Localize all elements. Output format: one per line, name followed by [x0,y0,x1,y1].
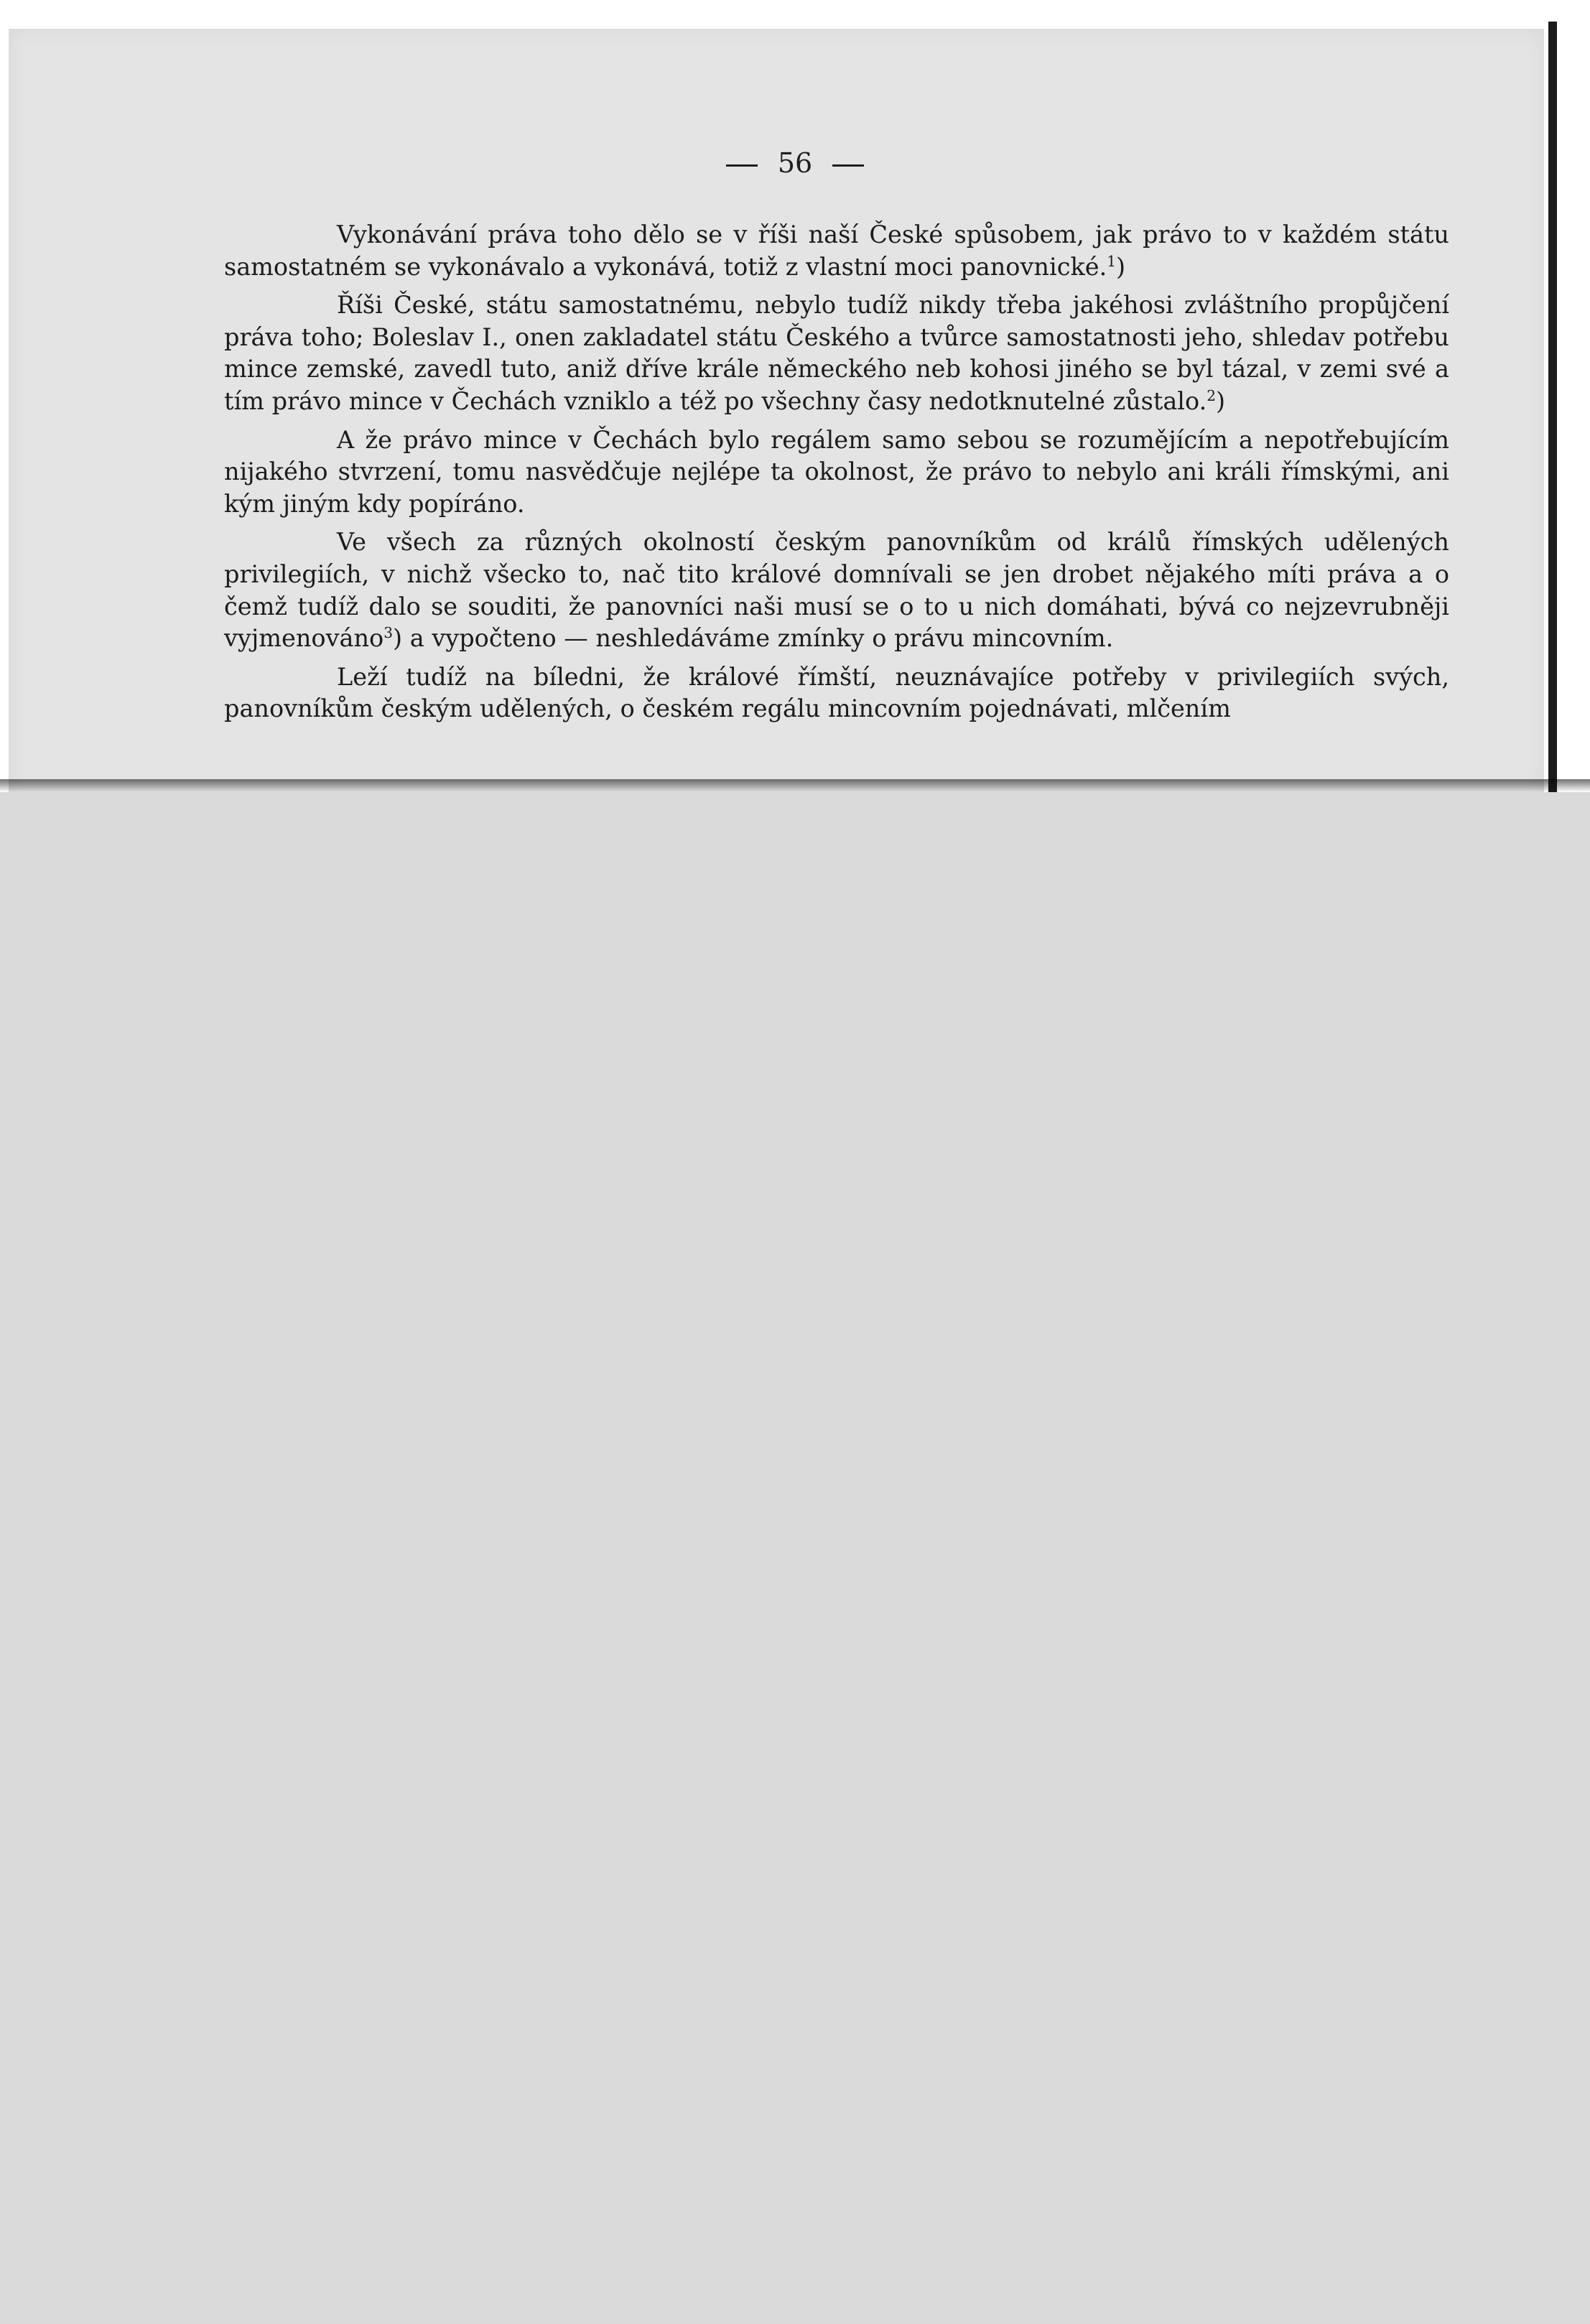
paragraph [224,526,1449,654]
footnote-ref: 2 [1207,386,1217,404]
paragraph-text-tail: ) [1216,386,1226,415]
paragraph-text: A že právo mince v Čechách bylo regálem samo sebou se rozumějícím a nepotřebujícím nijakého stvrzení, tomu nasvědčuje nejlépe ta okolnost, že právo to nebylo ani králi římskými, ani kým jiným kdy popíráno. [224,425,1449,518]
body-text [224,219,1449,725]
paragraph-text: Leží tudíž na bíledni, že králové římští, neuznávajíce potřeby v privilegiích svých, panovníkům českým udělených, o českém regálu mincovním pojednávati, mlčením [224,662,1449,723]
page-number-value: 56 [777,147,813,179]
paragraph [224,289,1449,417]
paragraph-text: Vykonávání práva toho dělo se v říši naší České spůsobem, jak právo to v každém státu samostatném se vykonávalo a vykonává, totiž z vlastní moci panovnické. [224,220,1449,281]
paragraph [224,424,1449,521]
dash-left [726,164,758,167]
paragraph-text: Ve všech za různých okolností českým panovníkům od králů římských udělených privilegiích, v nichž všecko to, nač tito králové domnívali se jen drobet nějakého míti práva a o čemž tudíž dalo se souditi, že panovníci naši musí se o to u nich domáhati, bývá co nejzevrubněji vyjmenováno [224,528,1449,653]
paragraph [224,219,1449,283]
paragraph-text-tail: ) a vypočteno — neshledáváme zmínky o právu mincovním. [393,624,1114,653]
unloaded-area [0,792,1590,2324]
footnote-ref: 1 [1107,252,1117,270]
paragraph-text: Říši České, státu samostatnému, nebylo tudíž nikdy třeba jakéhosi zvláštního propůjčení práva toho; Boleslav I., onen zakladatel státu Českého a tvůrce samostatnosti jeho, shledav potřebu mince zemské, zavedl tuto, aniž dříve krále německého neb kohosi jiného se byl tázal, v zemi své a tím právo mince v Čechách vzniklo a též po všechny časy nedotknutelné zůstalo. [224,291,1449,415]
page-number [0,147,1590,179]
scan-cutoff-edge [0,779,1590,792]
paragraph [224,661,1449,725]
paragraph-text-tail: ) [1116,252,1126,281]
footnote-ref: 3 [383,623,394,641]
dash-right [832,164,864,167]
scanned-page-region [0,0,1590,792]
page-edge-shadow [1548,22,1557,792]
